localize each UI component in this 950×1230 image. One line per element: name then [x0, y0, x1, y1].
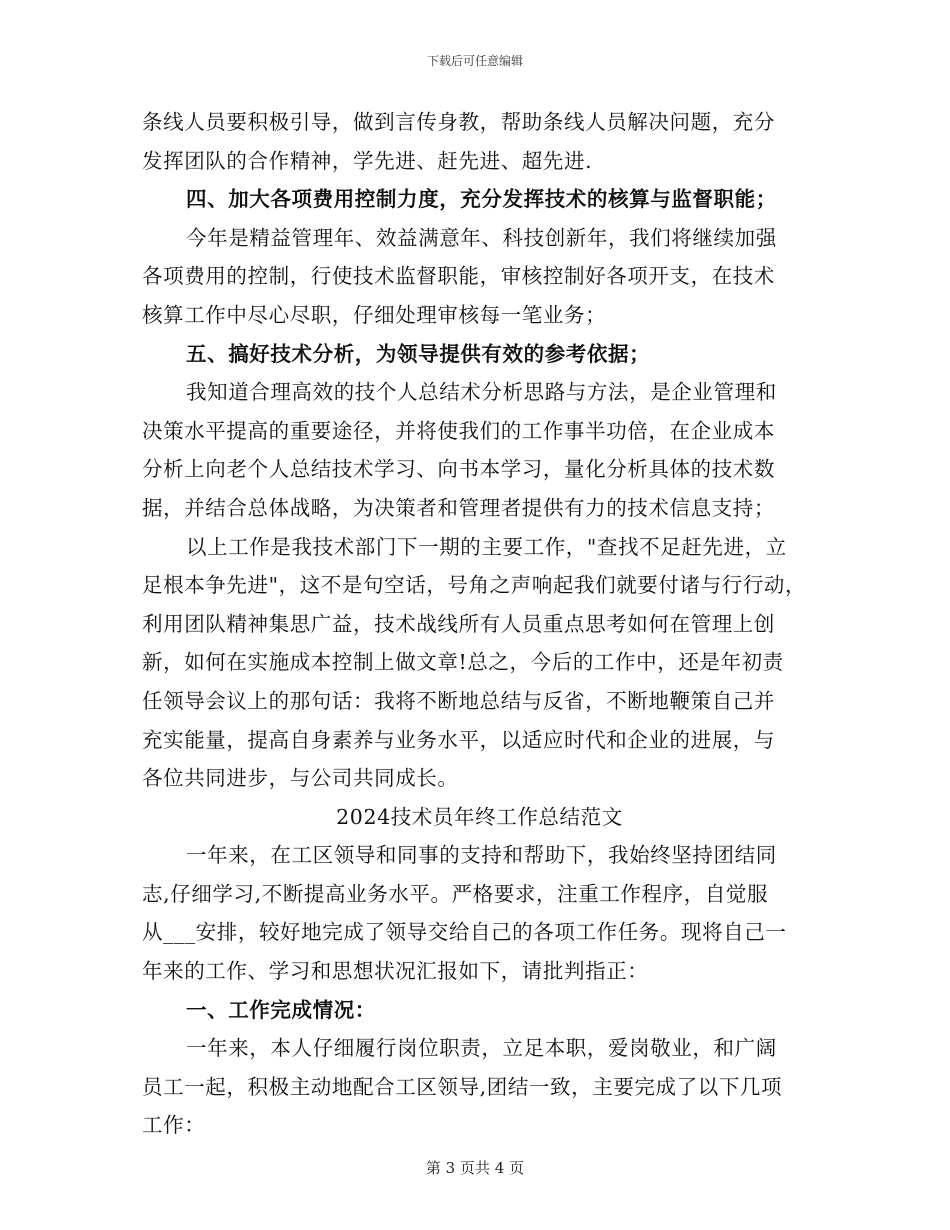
section-heading: 四、加大各项费用控制力度，充分发挥技术的核算与监督职能；	[186, 187, 777, 212]
body-line: 一年来，在工区领导和同事的支持和帮助下，我始终坚持团结同	[186, 843, 777, 868]
body-line: 从___安排，较好地完成了领导交给自己的各项工作任务。现将自己一	[142, 920, 787, 945]
section-heading: 一、工作完成情况：	[186, 997, 376, 1022]
body-line: 利用团队精神集思广益，技术战线所有人员重点思考如何在管理上创	[142, 611, 775, 636]
page-footer: 第 3 页共 4 页	[425, 1159, 525, 1177]
body-line: 分析上向老个人总结技术学习、向书本学习，量化分析具体的技术数	[142, 457, 775, 482]
body-line: 各项费用的控制，行使技术监督职能，审核控制好各项开支，在技术	[142, 264, 775, 289]
body-line: 员工一起，积极主动地配合工区领导,团结一致，主要完成了以下几项	[142, 1074, 783, 1099]
body-line: 工作：	[142, 1113, 206, 1138]
page-header: 下载后可任意编辑	[426, 54, 523, 68]
body-line: 一年来，本人仔细履行岗位职责，立足本职，爱岗敬业，和广阔	[186, 1036, 777, 1061]
body-line: 核算工作中尽心尽职，仔细处理审核每一笔业务；	[142, 302, 607, 327]
body-line: 志,仔细学习,不断提高业务水平。严格要求，注重工作程序，自觉服	[142, 881, 769, 906]
body-line: 任领导会议上的那句话：我将不断地总结与反省，不断地鞭策自己并	[142, 688, 775, 713]
body-line: 据，并结合总体战略，为决策者和管理者提供有力的技术信息支持；	[142, 495, 775, 520]
body-line: 条线人员要积极引导，做到言传身教，帮助条线人员解决问题，充分	[142, 110, 775, 134]
body-line: 年来的工作、学习和思想状况汇报如下，请批判指正：	[142, 959, 649, 984]
body-line: 各位共同进步，与公司共同成长。	[142, 766, 459, 791]
section-heading: 五、搞好技术分析，为领导提供有效的参考依据；	[186, 341, 651, 366]
body-line: 充实能量，提高自身素养与业务水平，以适应时代和企业的进展，与	[142, 727, 775, 752]
body-line: 决策水平提高的重要途径，并将使我们的工作事半功倍，在企业成本	[142, 418, 775, 443]
body-line: 以上工作是我技术部门下一期的主要工作，"查找不足赶先进，立	[186, 534, 787, 559]
body-line: 足根本争先进"，这不是句空话，号角之声响起我们就要付诸与行行动，	[142, 573, 807, 598]
body-line: 我知道合理高效的技个人总结术分析思路与方法，是企业管理和	[186, 380, 777, 405]
body-line: 新，如何在实施成本控制上做文章!总之，今后的工作中，还是年初责	[142, 650, 784, 675]
body-line: 发挥团队的合作精神，学先进、赶先进、超先进.	[142, 148, 593, 173]
body-line: 今年是精益管理年、效益满意年、科技创新年，我们将继续加强	[186, 225, 777, 250]
document-body	[142, 103, 817, 1145]
document-title: 2024技术员年终工作总结范文	[336, 804, 623, 829]
